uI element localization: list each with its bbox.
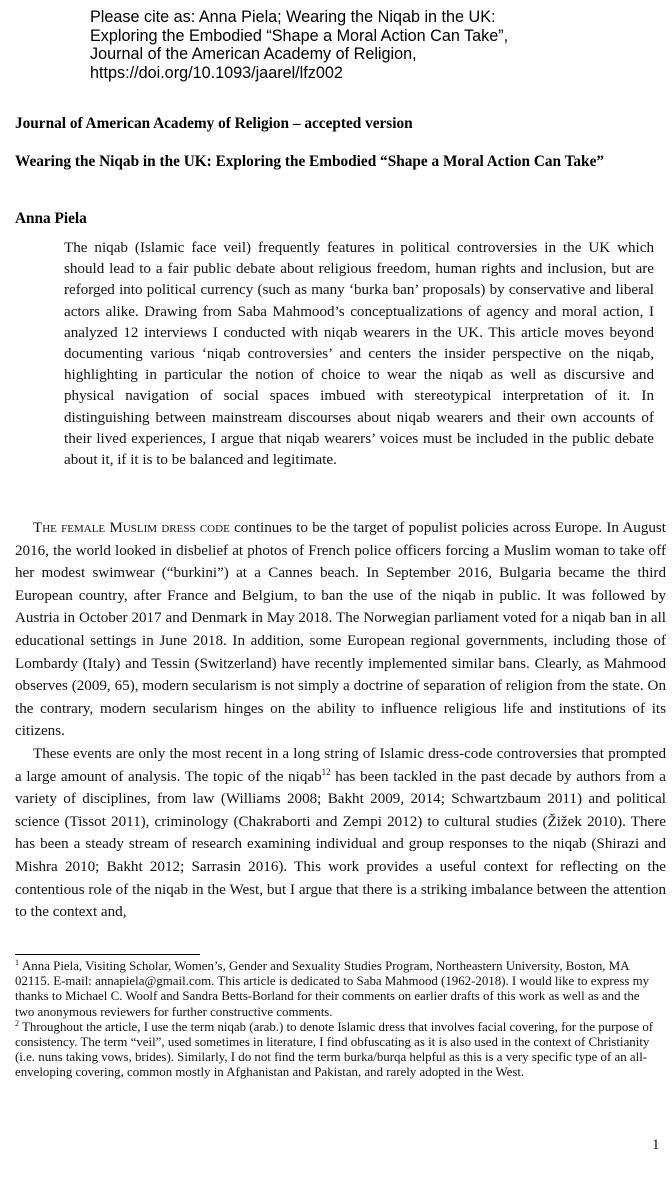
footnote-text: Anna Piela, Visiting Scholar, Women’s, Gender and Sexuality Studies Program, Northeastern University, Boston, MA 02115. E-mail: annapiela@gmail.com. This article is dedicated to Saba Mahmood (1962-2018). I would like to express my thanks to Michael C. Woolf and Sandra Betts-Borland for their comments on earlier drafts of this work as well as and the two anonymous reviewers for further constructive comments. (15, 959, 650, 1019)
paragraph-text: continues to be the target of populist policies across Europe. In August 2016, the world looked in disbelief at photos of French police officers forcing a Muslim woman to take off her modest swimwear (“burkini”) at a Cannes beach. In September 2016, Bulgaria became the third European country, after France and Belgium, to ban the use of the niqab in public. It was followed by Austria in October 2017 and Denmark in May 2018. The Norwegian parliament voted for a niqab ban in all educational settings in June 2018. In addition, some European regional governments, including those of Lombardy (Italy) and Tessin (Switzerland) have recently implemented similar bans. Clearly, as Mahmood observes (2009, 65), modern secularism is not simply a doctrine of separation of religion from the state. On the contrary, modern secularism hinges on the ability to influence religious life and institutions of its citizens. (15, 520, 666, 740)
footnotes (15, 959, 660, 1081)
footnote-reference[interactable]: 12 (321, 766, 331, 777)
abstract: The niqab (Islamic face veil) frequently features in political controversies in the UK which should lead to a fair public debate about religious freedom, human rights and inclusion, but are reforged into political currency (such as many ‘burka ban’ proposals) by conservative and liberal actors alike. Drawing from Saba Mahmood’s conceptualizations of agency and moral action, I analyzed 12 interviews I conducted with niqab wearers in the UK. This article moves beyond documenting various ‘niqab controversies’ and centers the insider perspective on the niqab, highlighting in particular the notion of choice to wear the niqab as well as discursive and physical navigation of social spaces imbued with stereotypical interpretation of it. In distinguishing between mainstream discourses about niqab wearers and their own accounts of their lived experiences, I argue that niqab wearers’ voices must be included in the public debate about it, if it is to be balanced and legitimate. (64, 240, 654, 469)
footnote-mark: 1 (15, 957, 19, 967)
body-text (15, 517, 666, 924)
journal-line: Journal of American Academy of Religion – accepted version (15, 115, 413, 132)
author-name: Anna Piela (15, 210, 87, 227)
footnote-text: Throughout the article, I use the term niqab (arab.) to denote Islamic dress that involves facial covering, for the purpose of consistency. The term “veil”, used sometimes in literature, I find obfuscating as it is also used in the context of Christianity (i.e. nuns taking vows, brides). Similarly, I do not find the term burka/burqa helpful as this is a very specific type of an all-enveloping covering, common mostly in Afghanistan and Pakistan, and rarely adopted in the West. (15, 1019, 654, 1080)
citation-notice (90, 8, 650, 82)
citation-line: Exploring the Embodied “Shape a Moral Action Can Take”, (90, 26, 509, 45)
footnote-separator (15, 954, 200, 955)
page-number: 1 (652, 1137, 660, 1153)
body-paragraph (15, 517, 666, 743)
citation-doi-link[interactable]: https://doi.org/10.1093/jaarel/lfz002 (90, 63, 343, 82)
article-title: Wearing the Niqab in the UK: Exploring the Embodied “Shape a Moral Action Can Take” (15, 153, 605, 170)
citation-line: Journal of the American Academy of Religion, (90, 45, 417, 64)
paragraph-lead-in: The female Muslim dress code (33, 520, 230, 536)
footnote (15, 1020, 660, 1081)
footnote-mark: 2 (15, 1018, 19, 1028)
paragraph-text: These events are only the most recent in a long string of Islamic dress-code controversies that prompted a large amount of analysis. The topic of the niqab (15, 745, 666, 785)
body-paragraph (15, 743, 666, 924)
citation-line: Please cite as: Anna Piela; Wearing the Niqab in the UK: (90, 8, 496, 26)
footnote (15, 959, 660, 1020)
paragraph-text: has been tackled in the past decade by authors from a variety of disciplines, from law (Williams 2008; Bakht 2009, 2014; Schwartzbaum 2011) and political science (Tissot 2011), criminology (Chakraborti and Zempi 2012) to cultural studies (Žižek 2010). There has been a steady stream of research examining individual and group responses to the niqab (Shirazi and Mishra 2010; Bakht 2012; Sarrasin 2016). This work provides a useful context for reflecting on the contentious role of the niqab in the West, but I argue that there is a striking imbalance between the attention to the context and, (15, 768, 666, 921)
